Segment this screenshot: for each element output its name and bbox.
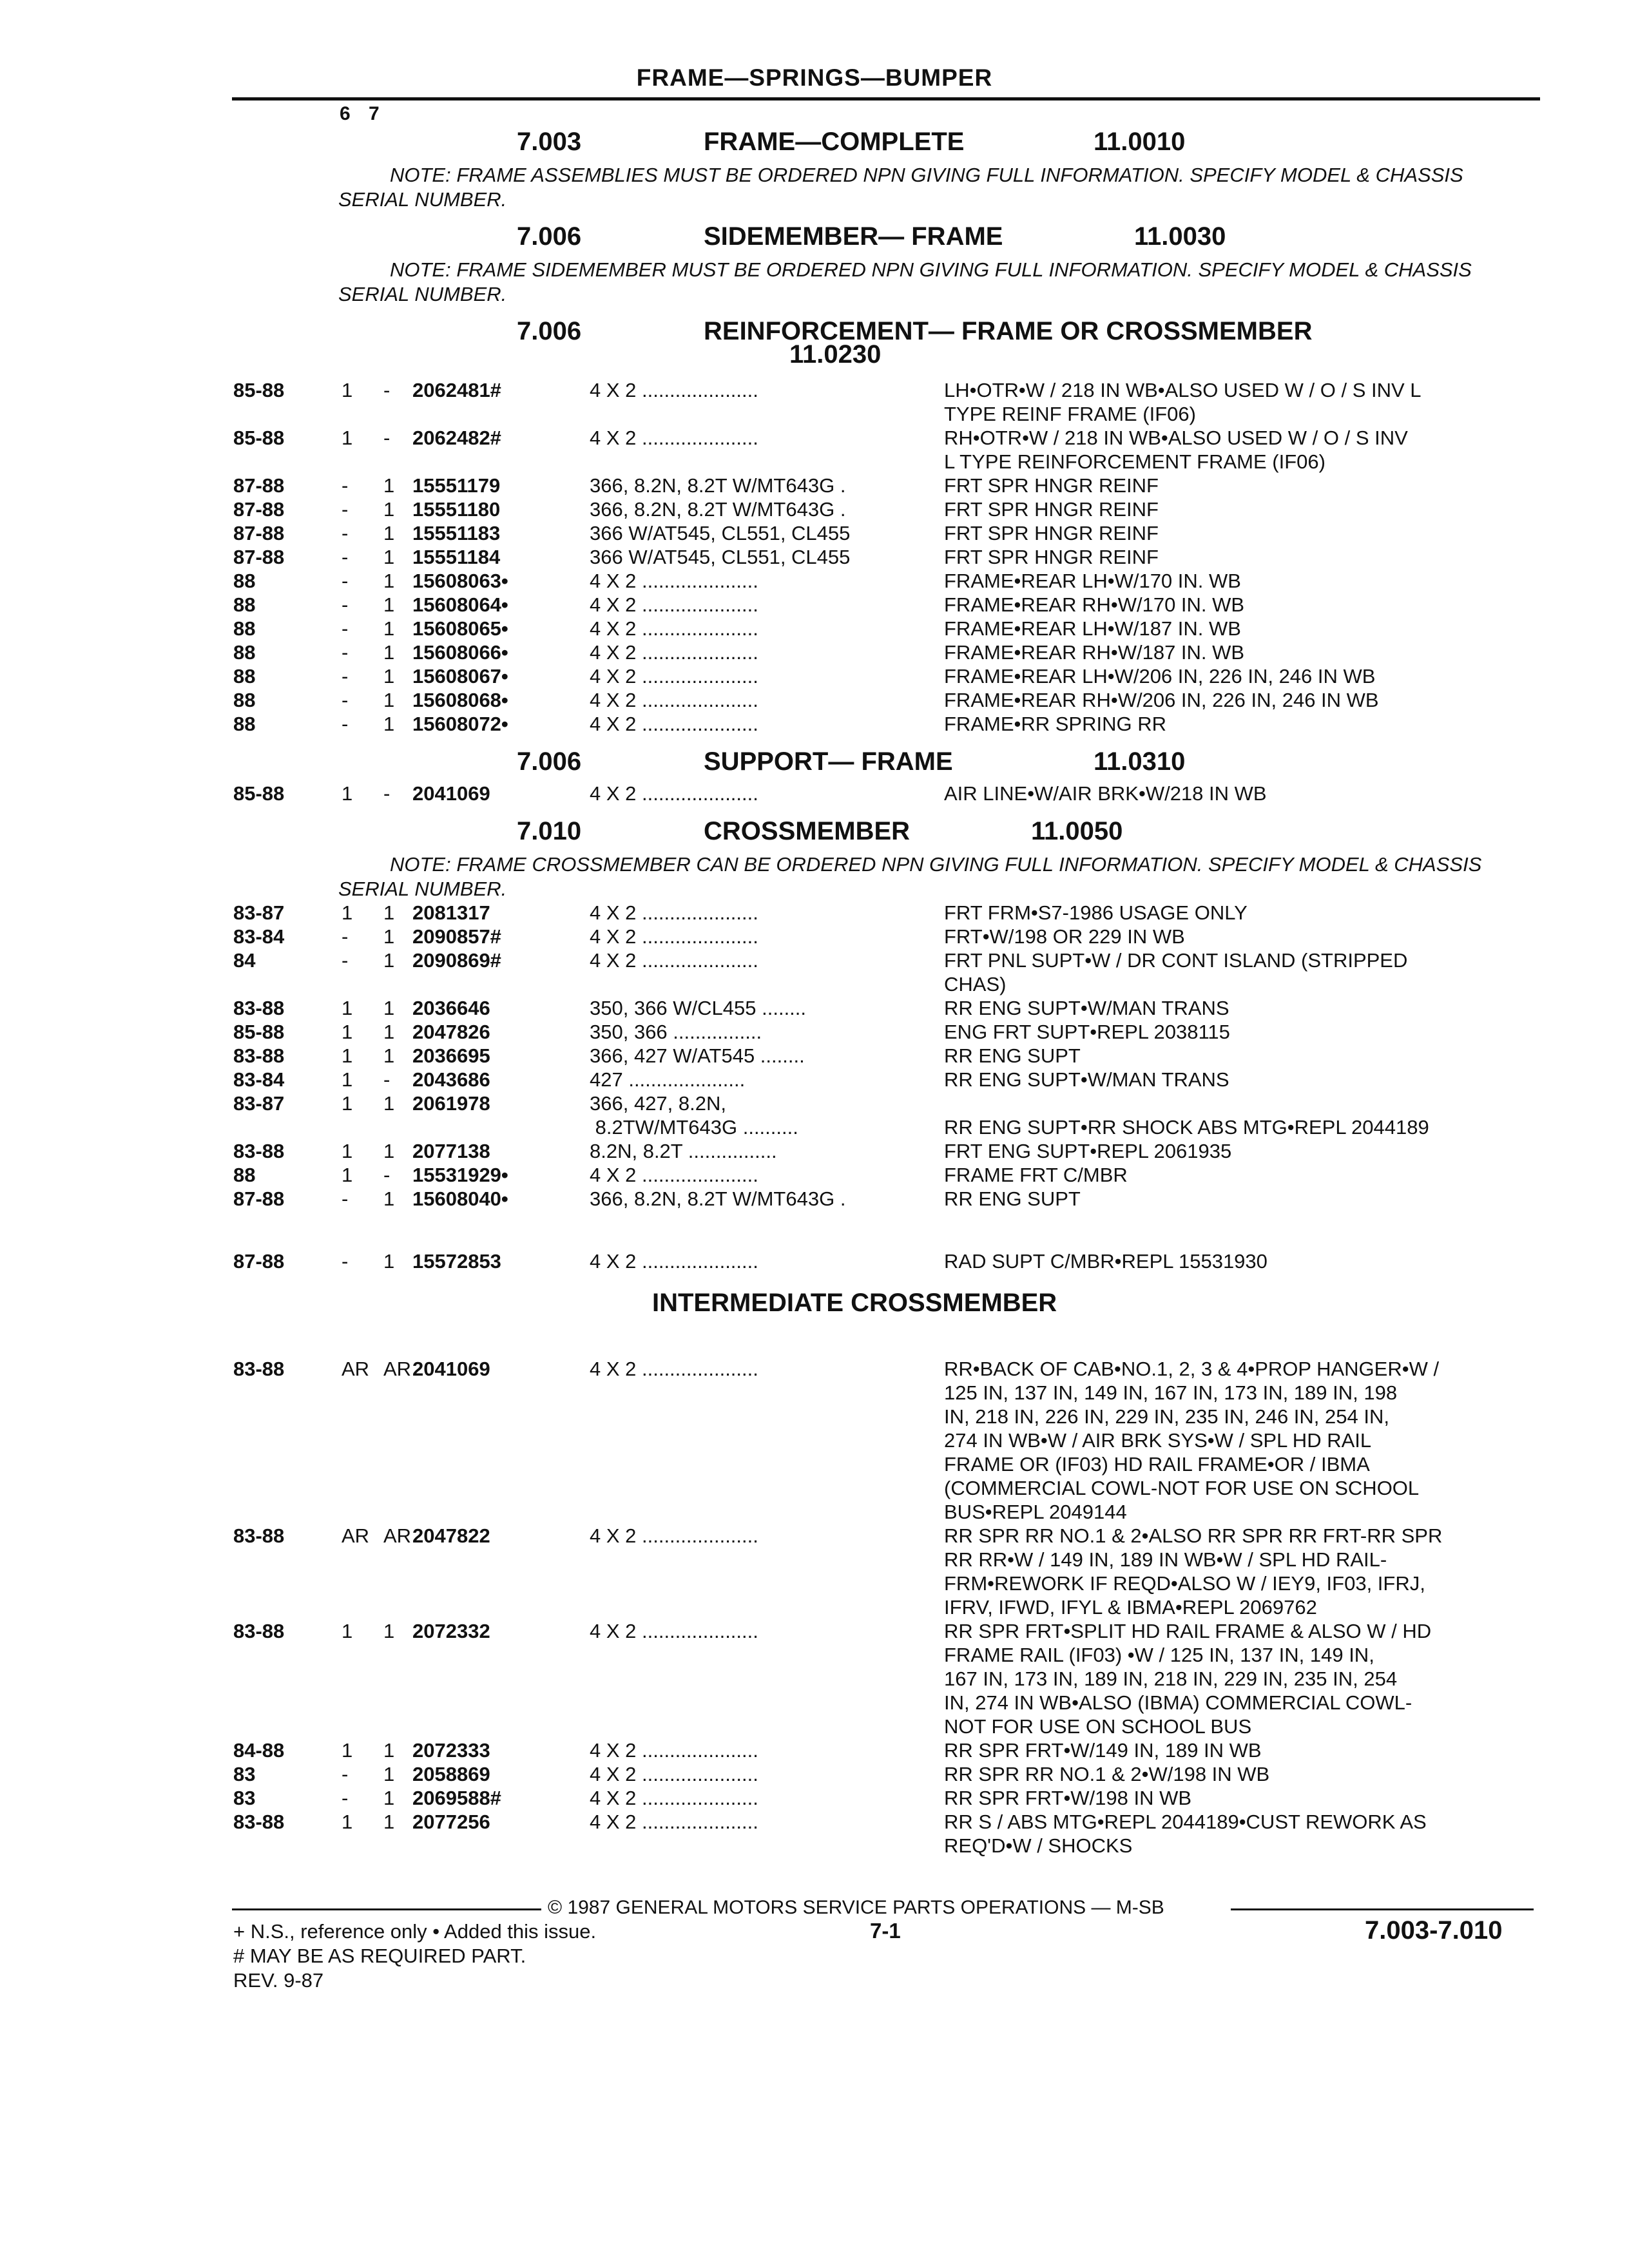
part-number: 2090857# — [412, 925, 501, 948]
model-application: 4 X 2 ..................... — [590, 1739, 758, 1762]
qty-col-6: - — [342, 570, 349, 592]
qty-col-7: 1 — [383, 1763, 395, 1785]
part-number: 15531929• — [412, 1164, 508, 1186]
qty-col-6: - — [342, 1787, 349, 1809]
qty-col-7: 1 — [383, 901, 395, 924]
model-application: 427 ..................... — [590, 1068, 746, 1091]
part-description: RR ENG SUPT•RR SHOCK ABS MTG•REPL 2044189 — [944, 1116, 1429, 1139]
part-number: 2047822 — [412, 1524, 490, 1547]
section-support — [0, 747, 1629, 780]
part-description: FRAME•REAR LH•W/187 IN. WB — [944, 617, 1241, 640]
model-year: 85-88 — [233, 1021, 285, 1043]
model-application: 4 X 2 ..................... — [590, 1811, 758, 1833]
section-crossmember — [0, 817, 1629, 849]
part-number: 2036646 — [412, 997, 490, 1019]
part-number: 2062482# — [412, 427, 501, 449]
model-year: 87-88 — [233, 474, 285, 497]
part-number: 2041069 — [412, 1358, 490, 1380]
part-description: FRAME FRT C/MBR — [944, 1164, 1128, 1186]
part-number: 15608065• — [412, 617, 508, 640]
section-title: CROSSMEMBER — [704, 817, 911, 845]
qty-col-7: 1 — [383, 713, 395, 735]
section-code: 11.0050 — [1031, 817, 1123, 845]
section-reinforcement — [0, 317, 1629, 375]
qty-col-6: - — [342, 1763, 349, 1785]
model-year: 88 — [233, 713, 256, 735]
qty-col-7: 1 — [383, 1044, 395, 1067]
model-year: 88 — [233, 665, 256, 687]
model-year: 87-88 — [233, 522, 285, 544]
section-code: 11.0030 — [1134, 222, 1226, 251]
model-application: 366, 427 W/AT545 ........ — [590, 1044, 805, 1067]
part-description: FRAME•REAR RH•W/187 IN. WB — [944, 641, 1245, 664]
part-number: 2081317 — [412, 901, 490, 924]
qty-col-7: - — [383, 1068, 390, 1091]
section-title: INTERMEDIATE CROSSMEMBER — [652, 1289, 1057, 1317]
section-number: 7.006 — [517, 317, 582, 345]
model-year: 85-88 — [233, 782, 285, 805]
model-application: 4 X 2 ..................... — [590, 782, 758, 805]
part-description: FRAME•REAR LH•W/170 IN. WB — [944, 570, 1241, 592]
model-application: 4 X 2 ..................... — [590, 1787, 758, 1809]
section-note: NOTE: FRAME ASSEMBLIES MUST BE ORDERED NPN GIVING FULL INFORMATION. SPECIFY MODEL & CHASSIS SERIAL NUMBER. — [338, 164, 1463, 211]
model-year: 83 — [233, 1763, 256, 1785]
model-year: 83 — [233, 1787, 256, 1809]
model-application: 366 W/AT545, CL551, CL455 — [590, 546, 851, 568]
qty-col-7: 1 — [383, 593, 395, 616]
model-year: 87-88 — [233, 546, 285, 568]
qty-col-6: - — [342, 713, 349, 735]
part-number: 15551183 — [412, 522, 501, 544]
model-year: 87-88 — [233, 498, 285, 521]
model-application: 4 X 2 ..................... — [590, 1763, 758, 1785]
qty-col-6: - — [342, 949, 349, 972]
section-number: 7.006 — [517, 747, 582, 776]
part-description: RR ENG SUPT•W/MAN TRANS — [944, 997, 1229, 1019]
qty-col-6: 1 — [342, 1140, 353, 1162]
part-number: 2069588# — [412, 1787, 501, 1809]
model-application: 4 X 2 ..................... — [590, 617, 758, 640]
model-year: 88 — [233, 641, 256, 664]
section-number: 7.010 — [517, 817, 582, 845]
qty-col-7: 1 — [383, 474, 395, 497]
qty-col-7: 1 — [383, 997, 395, 1019]
qty-col-7: 1 — [383, 641, 395, 664]
part-description: RR ENG SUPT — [944, 1187, 1081, 1210]
model-application: 366, 8.2N, 8.2T W/MT643G . — [590, 1187, 846, 1210]
model-year: 83-88 — [233, 1620, 285, 1642]
qty-col-6: - — [342, 522, 349, 544]
section-number: 7.006 — [517, 222, 582, 251]
part-description: FRT•W/198 OR 229 IN WB — [944, 925, 1185, 948]
section-code: 11.0310 — [1094, 747, 1186, 776]
qty-col-7: 1 — [383, 665, 395, 687]
part-number: 2077138 — [412, 1140, 490, 1162]
qty-col-7: 1 — [383, 1250, 395, 1273]
part-description: RR ENG SUPT — [944, 1044, 1081, 1067]
part-number: 15572853 — [412, 1250, 501, 1273]
part-description: AIR LINE•W/AIR BRK•W/218 IN WB — [944, 782, 1267, 805]
model-year: 83-88 — [233, 1044, 285, 1067]
qty-col-6: 1 — [342, 1739, 353, 1762]
part-description: FRAME•REAR LH•W/206 IN, 226 IN, 246 IN WB — [944, 665, 1376, 687]
part-description: RR SPR FRT•W/149 IN, 189 IN WB — [944, 1739, 1262, 1762]
page-number: 7-1 — [870, 1919, 901, 1943]
qty-col-6: 1 — [342, 427, 353, 449]
qty-col-6: - — [342, 641, 349, 664]
qty-col-7: 1 — [383, 1787, 395, 1809]
part-number: 2043686 — [412, 1068, 490, 1091]
qty-col-6: 1 — [342, 901, 353, 924]
qty-col-6: 1 — [342, 1164, 353, 1186]
section-title: FRAME—COMPLETE — [704, 128, 965, 156]
model-application: 4 X 2 ..................... — [590, 593, 758, 616]
part-description: FRAME•REAR RH•W/170 IN. WB — [944, 593, 1245, 616]
revision: REV. 9-87 — [233, 1969, 324, 1992]
part-description: FRT SPR HNGR REINF — [944, 546, 1159, 568]
qty-col-6: - — [342, 665, 349, 687]
section-frame-complete — [0, 128, 1629, 160]
part-description: RR•BACK OF CAB•NO.1, 2, 3 & 4•PROP HANGER•W / 125 IN, 137 IN, 149 IN, 167 IN, 173 IN, 189 IN, 198 IN, 218 IN, 226 IN, 229 IN, 235 IN, 246 IN, 254 IN, 274 IN WB•W / AIR BRK SYS•W / SPL HD RAIL FRAME OR (IF03) HD RAIL FRAME•OR / IBMA (COMMERCIAL COWL-NOT FOR USE ON SCHOOL BUS•REPL 2049144 — [944, 1358, 1440, 1523]
section-title: SIDEMEMBER— FRAME — [704, 222, 1003, 251]
qty-col-7: 1 — [383, 689, 395, 711]
qty-col-6: AR — [342, 1358, 370, 1380]
section-note: NOTE: FRAME CROSSMEMBER CAN BE ORDERED NPN GIVING FULL INFORMATION. SPECIFY MODEL & CHASSIS SERIAL NUMBER. — [338, 853, 1482, 900]
model-year: 83-84 — [233, 925, 285, 948]
model-year: 87-88 — [233, 1187, 285, 1210]
model-application: 4 X 2 ..................... — [590, 379, 758, 401]
qty-col-6: - — [342, 593, 349, 616]
part-description: FRT ENG SUPT•REPL 2061935 — [944, 1140, 1232, 1162]
qty-col-7: 1 — [383, 617, 395, 640]
model-application: 4 X 2 ..................... — [590, 1620, 758, 1642]
qty-col-6: 1 — [342, 1620, 353, 1642]
footer-rule-left — [232, 1908, 541, 1910]
part-number: 2041069 — [412, 782, 490, 805]
part-number: 2061978 — [412, 1092, 490, 1115]
model-year: 83-88 — [233, 1140, 285, 1162]
part-number: 15608063• — [412, 570, 508, 592]
model-application: 8.2N, 8.2T ................ — [590, 1140, 777, 1162]
model-year: 88 — [233, 1164, 256, 1186]
qty-col-6: 1 — [342, 1068, 353, 1091]
part-description: RAD SUPT C/MBR•REPL 15531930 — [944, 1250, 1268, 1273]
footer-rule-right — [1231, 1908, 1534, 1910]
qty-col-6: 1 — [342, 1044, 353, 1067]
model-year: 85-88 — [233, 379, 285, 401]
model-year: 83-87 — [233, 1092, 285, 1115]
qty-col-6: - — [342, 474, 349, 497]
part-number: 2047826 — [412, 1021, 490, 1043]
model-year: 83-84 — [233, 1068, 285, 1091]
qty-col-7: 1 — [383, 522, 395, 544]
model-application: 4 X 2 ..................... — [590, 1524, 758, 1547]
qty-col-6: - — [342, 1187, 349, 1210]
model-application: 4 X 2 ..................... — [590, 901, 758, 924]
model-application: 4 X 2 ..................... — [590, 665, 758, 687]
qty-col-7: 1 — [383, 949, 395, 972]
qty-col-6: 1 — [342, 997, 353, 1019]
part-number: 15551184 — [412, 546, 501, 568]
model-year: 88 — [233, 617, 256, 640]
header-rule — [232, 97, 1540, 101]
part-number: 15608040• — [412, 1187, 508, 1210]
qty-col-7: 1 — [383, 1021, 395, 1043]
model-year: 84-88 — [233, 1739, 285, 1762]
part-number: 2072333 — [412, 1739, 490, 1762]
qty-col-6: 1 — [342, 1021, 353, 1043]
part-description: FRAME•REAR RH•W/206 IN, 226 IN, 246 IN WB — [944, 689, 1379, 711]
qty-col-7: AR — [383, 1358, 412, 1380]
qty-col-6: - — [342, 617, 349, 640]
qty-col-6: - — [342, 689, 349, 711]
model-application: 4 X 2 ..................... — [590, 713, 758, 735]
qty-col-6: 1 — [342, 1092, 353, 1115]
qty-col-7: - — [383, 427, 390, 449]
qty-col-6: - — [342, 1250, 349, 1273]
qty-col-7: 1 — [383, 498, 395, 521]
part-description: RR SPR RR NO.1 & 2•ALSO RR SPR RR FRT-RR SPR RR RR•W / 149 IN, 189 IN WB•W / SPL HD RAIL- FRM•REWORK IF REQD•ALSO W / IEY9, IF03, IFRJ, IFRV, IFWD, IFYL & IBMA•REPL 2069762 — [944, 1524, 1443, 1619]
section-sidemember — [0, 222, 1629, 255]
page-header: FRAME—SPRINGS—BUMPER — [636, 64, 993, 91]
part-number: 2036695 — [412, 1044, 490, 1067]
model-application: 366, 8.2N, 8.2T W/MT643G . — [590, 498, 846, 521]
model-application: 4 X 2 ..................... — [590, 949, 758, 972]
qty-col-7: 1 — [383, 1140, 395, 1162]
model-year: 85-88 — [233, 427, 285, 449]
model-year: 83-88 — [233, 1811, 285, 1833]
model-year: 83-88 — [233, 1358, 285, 1380]
qty-col-6: - — [342, 498, 349, 521]
qty-col-7: - — [383, 379, 390, 401]
model-application: 366 W/AT545, CL551, CL455 — [590, 522, 851, 544]
part-description: FRT SPR HNGR REINF — [944, 498, 1159, 521]
model-application: 4 X 2 ..................... — [590, 641, 758, 664]
qty-col-6: 1 — [342, 782, 353, 805]
model-application: 4 X 2 ..................... — [590, 1358, 758, 1380]
model-application: 4 X 2 ..................... — [590, 1250, 758, 1273]
part-number: 15551179 — [412, 474, 501, 497]
part-description: RR SPR FRT•SPLIT HD RAIL FRAME & ALSO W / HD FRAME RAIL (IF03) •W / 125 IN, 137 IN, 149 IN, 167 IN, 173 IN, 189 IN, 218 IN, 229 IN, 235 IN, 254 IN, 274 IN WB•ALSO (IBMA) COMMERCIAL COWL- NOT FOR USE ON SCHOOL BUS — [944, 1620, 1432, 1738]
part-number: 2072332 — [412, 1620, 490, 1642]
section-code: 11.0230 — [789, 340, 882, 369]
part-number: 15551180 — [412, 498, 501, 521]
part-description: FRT FRM•S7-1986 USAGE ONLY — [944, 901, 1248, 924]
part-number: 2077256 — [412, 1811, 490, 1833]
part-description: FRAME•RR SPRING RR — [944, 713, 1166, 735]
qty-col-7: 1 — [383, 546, 395, 568]
column-numbers: 6 7 — [340, 103, 380, 124]
copyright: © 1987 GENERAL MOTORS SERVICE PARTS OPERATIONS — M-SB — [548, 1897, 1164, 1918]
qty-col-6: 1 — [342, 1811, 353, 1833]
model-application: 350, 366 ................ — [590, 1021, 762, 1043]
part-description: RH•OTR•W / 218 IN WB•ALSO USED W / O / S INV L TYPE REINFORCEMENT FRAME (IF06) — [944, 427, 1408, 473]
part-description: RR ENG SUPT•W/MAN TRANS — [944, 1068, 1229, 1091]
part-number: 15608066• — [412, 641, 508, 664]
qty-col-7: 1 — [383, 1811, 395, 1833]
part-number: 15608072• — [412, 713, 508, 735]
model-year: 83-88 — [233, 997, 285, 1019]
part-number: 2062481# — [412, 379, 501, 401]
page-range: 7.003-7.010 — [1365, 1916, 1503, 1945]
qty-col-6: - — [342, 546, 349, 568]
part-number: 15608068• — [412, 689, 508, 711]
model-application: 350, 366 W/CL455 ........ — [590, 997, 807, 1019]
part-description: FRT SPR HNGR REINF — [944, 522, 1159, 544]
qty-col-6: AR — [342, 1524, 370, 1547]
qty-col-7: 1 — [383, 1187, 395, 1210]
section-note: NOTE: FRAME SIDEMEMBER MUST BE ORDERED NPN GIVING FULL INFORMATION. SPECIFY MODEL & CHASSIS SERIAL NUMBER. — [338, 258, 1472, 305]
model-application: 4 X 2 ..................... — [590, 1164, 758, 1186]
model-application: 4 X 2 ..................... — [590, 427, 758, 449]
part-description: FRT PNL SUPT•W / DR CONT ISLAND (STRIPPED CHAS) — [944, 949, 1408, 995]
qty-col-6: 1 — [342, 379, 353, 401]
model-application: 366, 8.2N, 8.2T W/MT643G . — [590, 474, 846, 497]
model-year: 83-87 — [233, 901, 285, 924]
model-application: 366, 427, 8.2N, 8.2TW/MT643G .......... — [590, 1092, 798, 1139]
model-application: 4 X 2 ..................... — [590, 925, 758, 948]
part-description: ENG FRT SUPT•REPL 2038115 — [944, 1021, 1230, 1043]
model-year: 83-88 — [233, 1524, 285, 1547]
part-number: 2090869# — [412, 949, 501, 972]
part-description: RR S / ABS MTG•REPL 2044189•CUST REWORK AS REQ'D•W / SHOCKS — [944, 1811, 1427, 1857]
section-code: 11.0010 — [1094, 128, 1186, 156]
part-number: 15608064• — [412, 593, 508, 616]
section-title: REINFORCEMENT— FRAME OR CROSSMEMBER — [704, 317, 1313, 345]
model-application: 4 X 2 ..................... — [590, 689, 758, 711]
part-description: RR SPR RR NO.1 & 2•W/198 IN WB — [944, 1763, 1270, 1785]
qty-col-6: - — [342, 925, 349, 948]
model-year: 88 — [233, 570, 256, 592]
legend-ns: + N.S., reference only • Added this issue. — [233, 1920, 597, 1943]
part-description: LH•OTR•W / 218 IN WB•ALSO USED W / O / S INV L TYPE REINF FRAME (IF06) — [944, 379, 1422, 425]
section-title: SUPPORT— FRAME — [704, 747, 953, 776]
model-year: 88 — [233, 689, 256, 711]
qty-col-7: - — [383, 1164, 390, 1186]
qty-col-7: 1 — [383, 1092, 395, 1115]
qty-col-7: AR — [383, 1524, 412, 1547]
part-number: 15608067• — [412, 665, 508, 687]
part-description: RR SPR FRT•W/198 IN WB — [944, 1787, 1192, 1809]
model-application: 4 X 2 ..................... — [590, 570, 758, 592]
qty-col-7: 1 — [383, 1739, 395, 1762]
qty-col-7: - — [383, 782, 390, 805]
model-year: 84 — [233, 949, 256, 972]
model-year: 87-88 — [233, 1250, 285, 1273]
qty-col-7: 1 — [383, 1620, 395, 1642]
model-year: 88 — [233, 593, 256, 616]
part-description: FRT SPR HNGR REINF — [944, 474, 1159, 497]
part-number: 2058869 — [412, 1763, 490, 1785]
section-number: 7.003 — [517, 128, 582, 156]
qty-col-7: 1 — [383, 925, 395, 948]
qty-col-7: 1 — [383, 570, 395, 592]
legend-as-required: # MAY BE AS REQUIRED PART. — [233, 1945, 526, 1967]
